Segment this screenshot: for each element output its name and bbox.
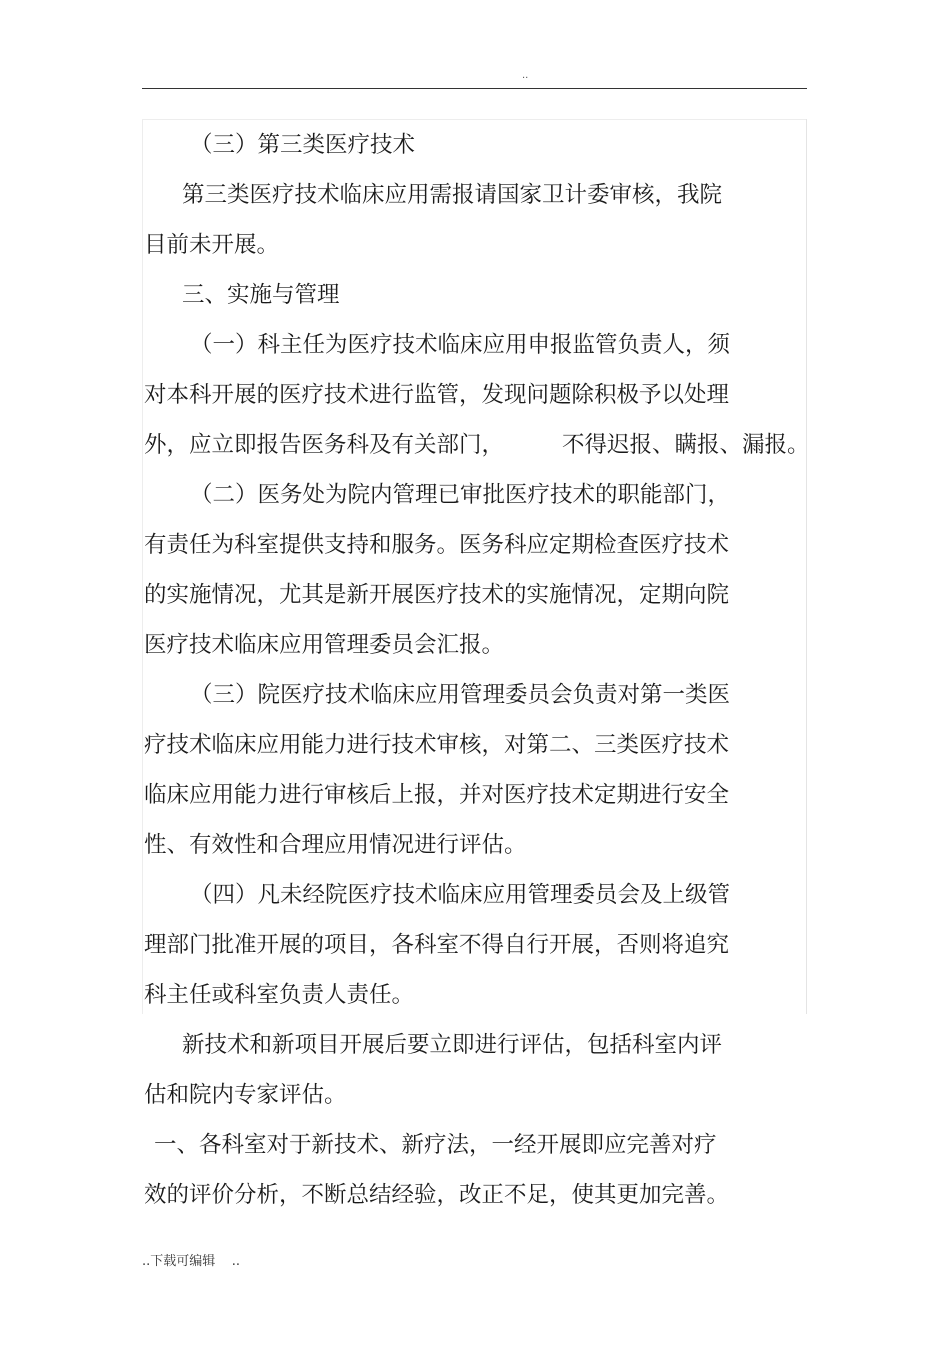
- paragraph-line: 科主任或科室负责人责任。: [144, 982, 415, 1008]
- paragraph-line: 性、有效性和合理应用情况进行评估。: [144, 832, 527, 858]
- paragraph-line: 第三类医疗技术临床应用需报请国家卫计委审核，我院: [182, 182, 723, 208]
- paragraph-line: 对本科开展的医疗技术进行监管，发现问题除积极予以处理: [144, 382, 730, 408]
- paragraph-line: 效的评价分析，不断总结经验，改正不足，使其更加完善。: [144, 1182, 730, 1208]
- paragraph-line: （三）院医疗技术临床应用管理委员会负责对第一类医: [190, 682, 731, 708]
- paragraph-line: 医疗技术临床应用管理委员会汇报。: [144, 632, 505, 658]
- subheading-category-three: （三）第三类医疗技术: [190, 132, 416, 158]
- paragraph-line: （一）科主任为医疗技术临床应用申报监管负责人，须: [190, 332, 731, 358]
- paragraph-text: 不得迟报、瞒报、漏报。: [562, 432, 810, 458]
- paragraph-line: （四）凡未经院医疗技术临床应用管理委员会及上级管: [190, 882, 731, 908]
- paragraph-line: 估和院内专家评估。: [144, 1082, 347, 1108]
- paragraph-line: [144, 420, 824, 470]
- header-mark: ..: [522, 70, 529, 81]
- paragraph-line: 的实施情况，尤其是新开展医疗技术的实施情况，定期向院: [144, 582, 730, 608]
- header-rule: [142, 88, 807, 89]
- paragraph-line: （二）医务处为院内管理已审批医疗技术的职能部门，: [190, 482, 731, 508]
- paragraph-line: 理部门批准开展的项目，各科室不得自行开展，否则将追究: [144, 932, 730, 958]
- paragraph-line: 有责任为科室提供支持和服务。医务科应定期检查医疗技术: [144, 532, 730, 558]
- paragraph-line: 新技术和新项目开展后要立即进行评估，包括科室内评: [182, 1032, 723, 1058]
- paragraph-line: 临床应用能力进行审核后上报，并对医疗技术定期进行安全: [144, 782, 730, 808]
- paragraph-line: 疗技术临床应用能力进行技术审核，对第二、三类医疗技术: [144, 732, 730, 758]
- paragraph-line: 目前未开展。: [144, 232, 280, 258]
- footer-note: ..下载可编辑 ..: [142, 1254, 241, 1269]
- section-heading-implementation: 三、实施与管理: [182, 282, 340, 308]
- paragraph-text: 外，应立即报告医务科及有关部门，: [144, 432, 505, 458]
- frame-border-left: [142, 119, 143, 1014]
- document-body: [144, 120, 824, 1220]
- paragraph-line: 一、各科室对于新技术、新疗法，一经开展即应完善对疗: [154, 1132, 717, 1158]
